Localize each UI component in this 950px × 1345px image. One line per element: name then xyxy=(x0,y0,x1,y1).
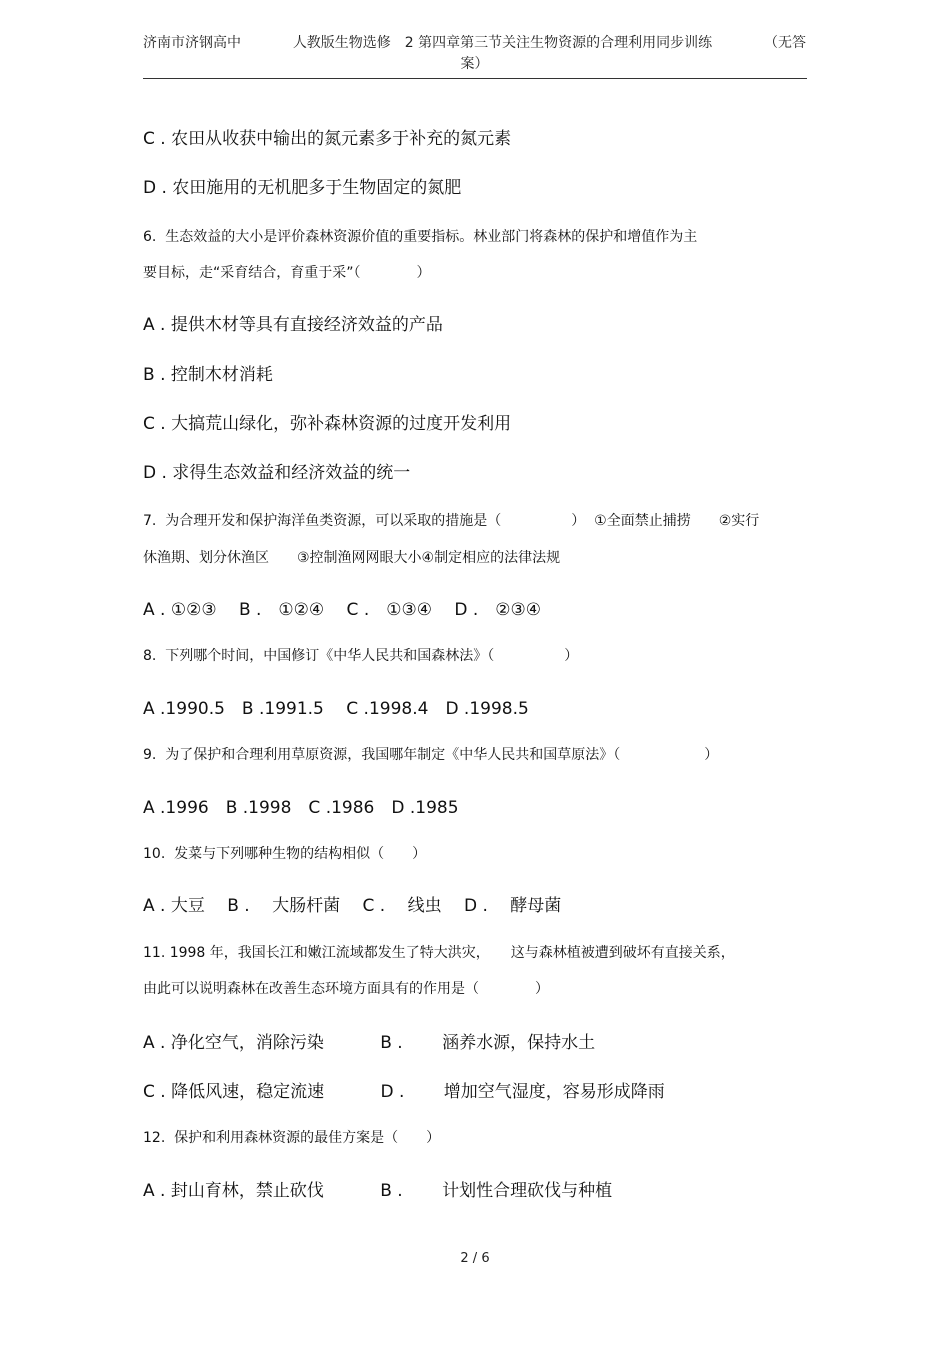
option-6c: C . 大搞荒山绿化，弥补森林资源的过度开发利用 xyxy=(143,414,512,434)
question-7-line2: 休渔期、划分休渔区 ③控制渔网网眼大小④制定相应的法律法规 xyxy=(143,550,561,566)
option-6b: B . 控制木材消耗 xyxy=(143,365,273,385)
option-5d: D . 农田施用的无机肥多于生物固定的氮肥 xyxy=(143,178,462,198)
options-10: A . 大豆 B . 大肠杆菌 C . 线虫 D . 酵母菌 xyxy=(143,896,562,916)
option-5c: C . 农田从收获中输出的氮元素多于补充的氮元素 xyxy=(143,129,512,149)
question-9: 9. 为了保护和合理利用草原资源，我国哪年制定《中华人民共和国草原法》（ ） xyxy=(143,747,719,763)
header-note-end: 案） xyxy=(460,56,489,72)
options-9: A .1996 B .1998 C .1986 D .1985 xyxy=(143,798,459,818)
question-12: 12. 保护和利用森林资源的最佳方案是（ ） xyxy=(143,1130,441,1146)
options-7: A . ①②③ B . ①②④ C . ①③④ D . ②③④ xyxy=(143,600,541,620)
question-11-line2: 由此可以说明森林在改善生态环境方面具有的作用是（ ） xyxy=(143,981,549,997)
question-6-line1: 6. 生态效益的大小是评价森林资源价值的重要指标。林业部门将森林的保护和增值作为主 xyxy=(143,229,698,245)
options-11-ab: A . 净化空气，消除污染 B . 涵养水源，保持水土 xyxy=(143,1033,596,1053)
options-11-cd: C . 降低风速，稳定流速 D . 增加空气湿度，容易形成降雨 xyxy=(143,1082,665,1102)
options-12-ab: A . 封山育林，禁止砍伐 B . 计划性合理砍伐与种植 xyxy=(143,1181,613,1201)
option-6d: D . 求得生态效益和经济效益的统一 xyxy=(143,463,411,483)
header-school: 济南市济钢高中 xyxy=(143,35,241,51)
header-divider xyxy=(143,78,807,79)
option-6a: A . 提供木材等具有直接经济效益的产品 xyxy=(143,315,443,335)
page-header xyxy=(143,33,806,75)
question-10: 10. 发菜与下列哪种生物的结构相似（ ） xyxy=(143,846,427,862)
question-11-line1: 11. 1998 年，我国长江和嫩江流域都发生了特大洪灾， 这与森林植被遭到破坏有直接关系， xyxy=(143,945,735,961)
options-8: A .1990.5 B .1991.5 C .1998.4 D .1998.5 xyxy=(143,699,529,719)
header-title: 人教版生物选修 2 第四章第三节关注生物资源的合理利用同步训练 xyxy=(292,35,713,51)
page-number: 2 / 6 xyxy=(460,1251,490,1266)
question-6-line2: 要目标，走“采育结合，育重于采”（ ） xyxy=(143,265,431,281)
question-7-line1: 7. 为合理开发和保护海洋鱼类资源，可以采取的措施是（ ） ①全面禁止捕捞 ②实行 xyxy=(143,513,760,529)
question-8: 8. 下列哪个时间，中国修订《中华人民共和国森林法》（ ） xyxy=(143,648,579,664)
header-note: （无答 xyxy=(763,35,806,51)
